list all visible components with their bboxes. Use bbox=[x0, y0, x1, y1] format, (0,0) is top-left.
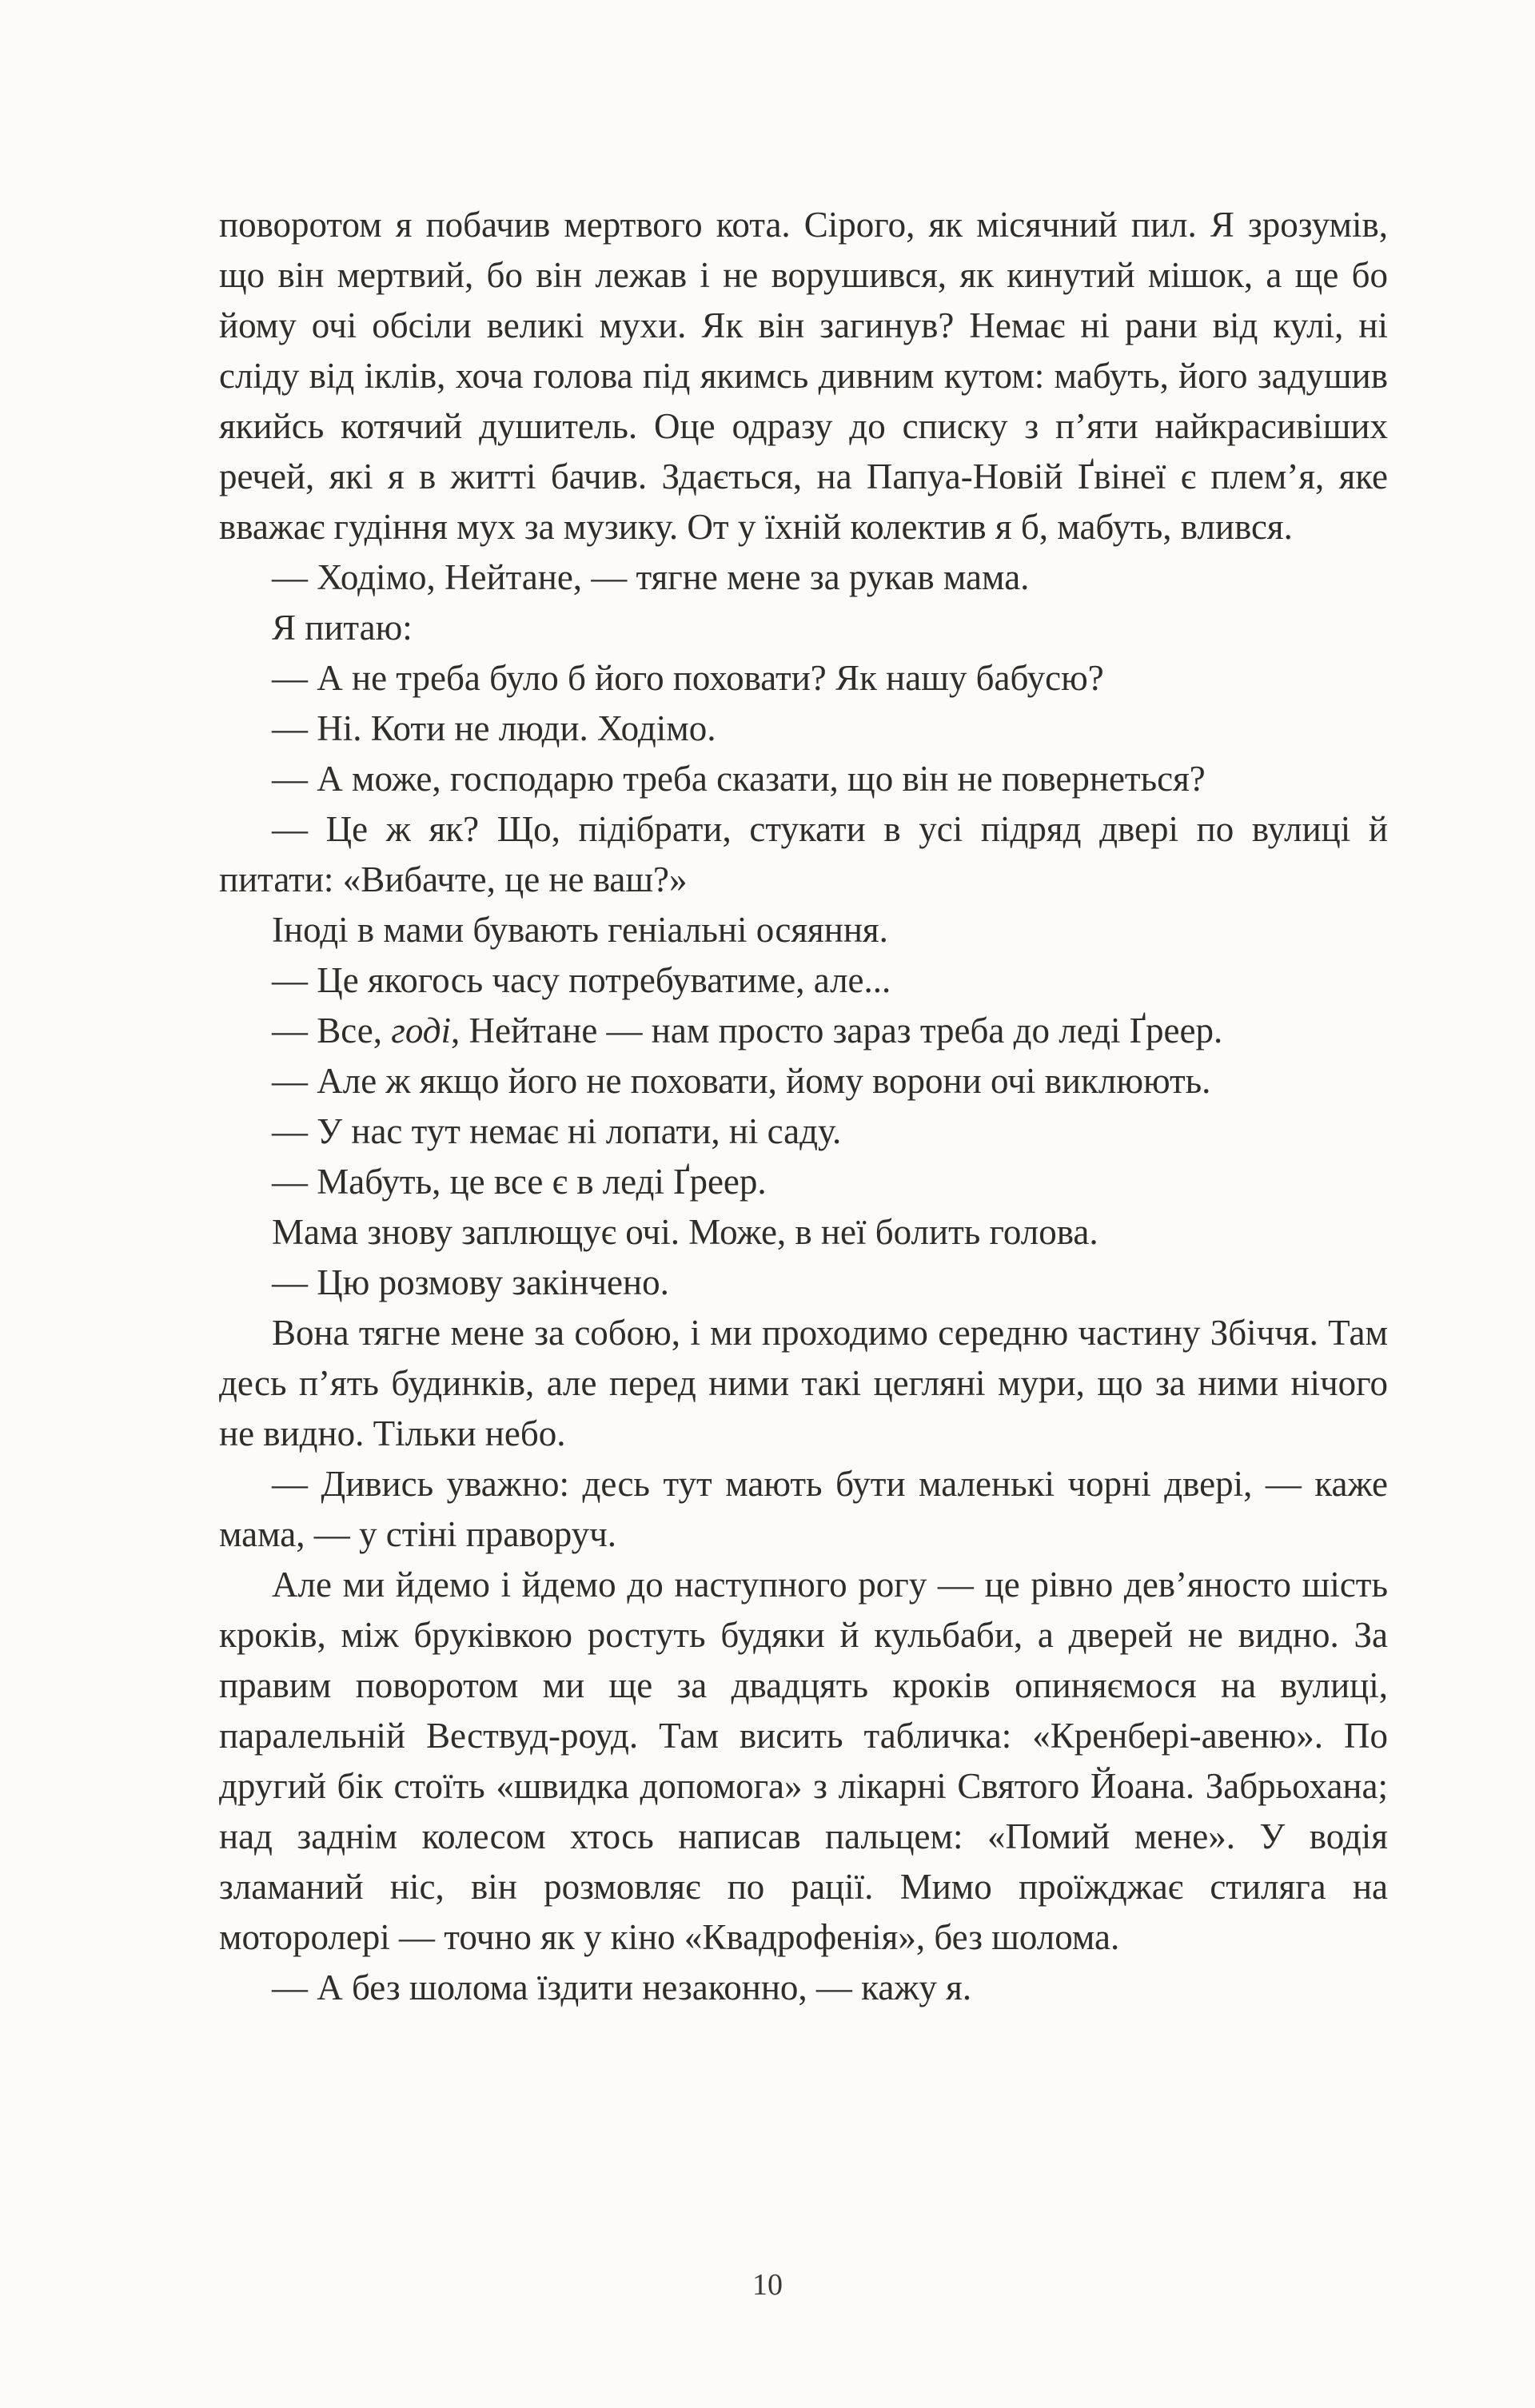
paragraph: — Ходімо, Нейтане, — тягне мене за рукав мама. bbox=[272, 557, 1030, 597]
paragraph: — Все, годі, Нейтане — нам просто зараз треба до леді Ґреер. bbox=[272, 1011, 1223, 1051]
text-block bbox=[219, 200, 1388, 2013]
italic-text: годі bbox=[391, 1011, 451, 1051]
paragraph: — Це якогось часу потребуватиме, але... bbox=[272, 960, 891, 1000]
paragraph: — А без шолома їздити незаконно, — кажу я. bbox=[272, 1967, 972, 2007]
paragraph: — А може, господарю треба сказати, що він не повернеться? bbox=[272, 759, 1206, 799]
paragraph: — У нас тут немає ні лопати, ні саду. bbox=[272, 1111, 842, 1151]
paragraph: — А не треба було б його поховати? Як нашу бабусю? bbox=[272, 658, 1104, 698]
paragraph: — Ні. Коти не люди. Ходімо. bbox=[272, 708, 716, 748]
paragraph: — Дивись уважно: десь тут мають бути маленькі чорні двері, — каже мама, — у стіні праворуч. bbox=[219, 1464, 1388, 1554]
page-number: 10 bbox=[752, 2268, 783, 2302]
paragraph: поворотом я побачив мертвого кота. Сірого, як місячний пил. Я зрозумів, що він мертвий, бо він лежав і не ворушився, як кинутий мішок, а ще бо йому очі обсіли великі мухи. Як він загинув? Немає ні рани від кулі, ні сліду від іклів, хоча голова під якимсь дивним кутом: мабуть, його задушив якийсь котячий душитель. Оце одразу до списку з п’яти найкрасивіших речей, які я в житті бачив. Здається, на Папуа-Новій Ґвінеї є плем’я, яке вважає гудіння мух за музику. От у їхній колектив я б, мабуть, влився. bbox=[219, 205, 1388, 547]
paragraph: — Це ж як? Що, підібрати, стукати в усі підряд двері по вулиці й питати: «Вибачте, це не ваш?» bbox=[219, 809, 1388, 899]
paragraph: — Але ж якщо його не поховати, йому ворони очі виклюють. bbox=[272, 1061, 1211, 1101]
paragraph: Вона тягне мене за собою, і ми проходимо середню частину Збіччя. Там десь п’ять будинків, але перед ними такі цегляні мури, що за ними нічого не видно. Тільки небо. bbox=[219, 1313, 1388, 1453]
paragraph: Я питаю: bbox=[272, 608, 413, 648]
paragraph: — Цю розмову закінчено. bbox=[272, 1262, 669, 1302]
paragraph: Але ми йдемо і йдемо до наступного рогу — це рівно дев’яносто шість кроків, між бруківкою ростуть будяки й кульбаби, а дверей не видно. За правим поворотом ми ще за двадцять кроків опиняємося на вулиці, паралельній Вествуд-роуд. Там висить табличка: «Кренбері-авеню». По другий бік стоїть «швидка допомога» з лікарні Святого Йоана. Забрьохана; над заднім колесом хтось написав пальцем: «Помий мене». У водія зламаний ніс, він розмовляє по рації. Мимо проїжджає стиляга на моторолері — точно як у кіно «Квадрофенія», без шолома. bbox=[219, 1565, 1388, 1957]
paragraph: Мама знову заплющує очі. Може, в неї болить голова. bbox=[272, 1212, 1098, 1252]
paragraph: — Мабуть, це все є в леді Ґреер. bbox=[272, 1162, 767, 1202]
paragraph: Іноді в мами бувають геніальні осяяння. bbox=[272, 910, 888, 950]
